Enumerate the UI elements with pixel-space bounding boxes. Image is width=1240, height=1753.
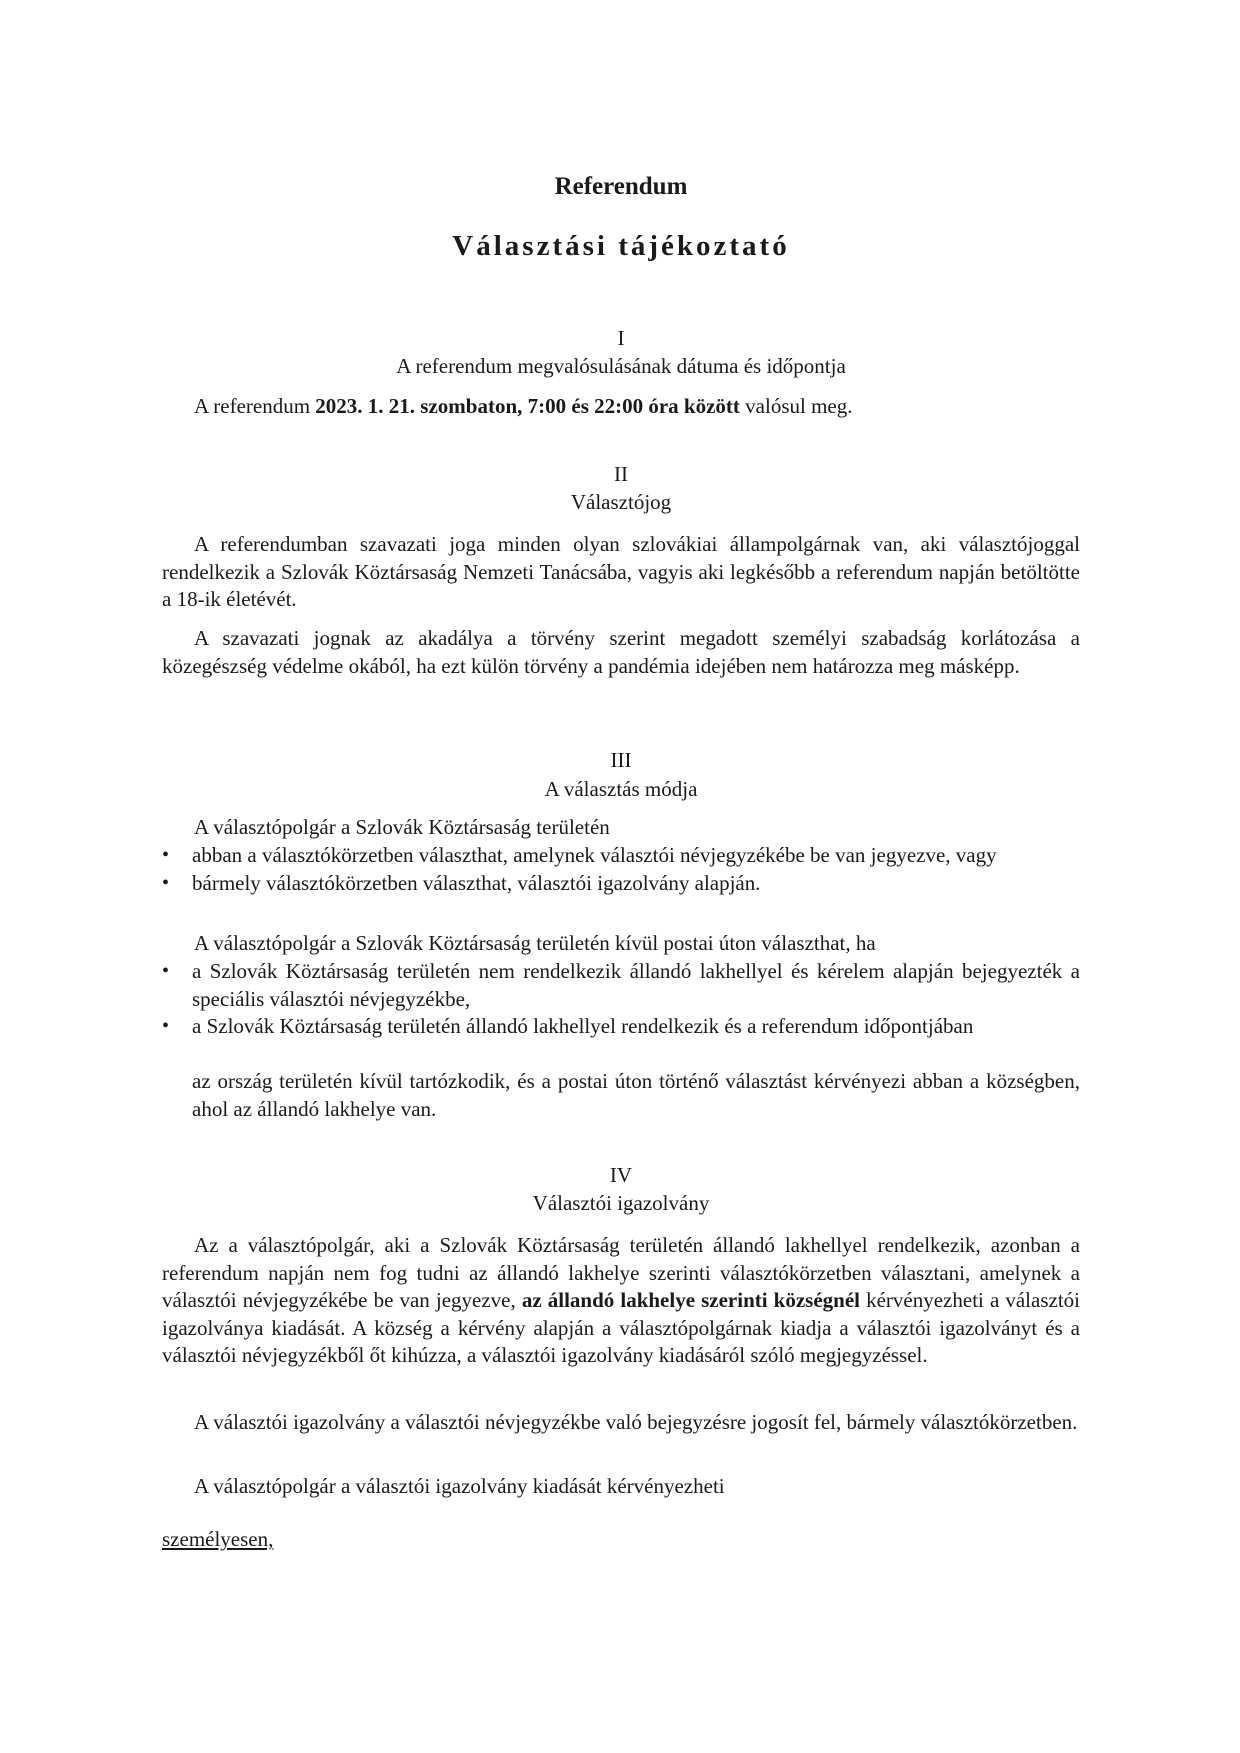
section-4-paragraph-3: A választópolgár a választói igazolvány kiadását kérvényezheti <box>194 1474 725 1498</box>
section-2-paragraph-2: A szavazati jognak az akadálya a törvény szerint megadott személyi szabadság korlátozása a közegészség védelme okából, ha ezt külön törvény a pandémia idejében nem határozza meg másképp. <box>162 626 1080 678</box>
section-4-text-post: kérvényezheti a választói igazolványa kiadását. A község a kérvény alapján a választópolgárnak kiadja a választói igazolványt és a választói névjegyzékből őt kihúzza, a választói igazolvány kiadásáról szóló megjegyzéssel. <box>162 1288 1080 1367</box>
list-item: • abban a választókörzetben választhat, amelynek választói névjegyzékébe be van jegyezve, vagy <box>162 842 1080 870</box>
section-3-continuation: az ország területén kívül tartózkodik, és a postai úton történő választást kérvényezi abban a községben, ahol az állandó lakhelye van. <box>192 1069 1080 1121</box>
list-item: • a Szlovák Köztársaság területén nem rendelkezik állandó lakhellyel és kérelem alapján bejegyezték a speciális választói névjegyzékbe, <box>162 958 1080 1013</box>
section-2-number: II <box>614 462 628 486</box>
document-title: Referendum <box>554 173 688 200</box>
section-3-heading: A választás módja <box>544 777 698 801</box>
section-1-text-pre: A referendum <box>194 394 316 418</box>
section-4-number: IV <box>609 1163 633 1187</box>
section-4-paragraph-2: A választói igazolvány a választói névjegyzékbe való bejegyzésre jogosít fel, bármely választókörzetben. <box>194 1410 1078 1434</box>
section-4-paragraph-1 <box>162 1232 1080 1370</box>
section-3-number: III <box>610 748 632 772</box>
section-1-date-bold: 2023. 1. 21. szombaton, 7:00 és 22:00 óra között <box>315 394 740 418</box>
section-3-bullet-list-2 <box>162 958 1080 1041</box>
list-item: • bármely választókörzetben választhat, választói igazolvány alapján. <box>162 870 1080 898</box>
section-3-intro-2: A választópolgár a Szlovák Köztársaság területén kívül postai úton választhat, ha <box>194 931 876 955</box>
section-4-paragraph-4 <box>162 1526 1080 1554</box>
list-item: • a Szlovák Köztársaság területén állandó lakhellyel rendelkezik és a referendum időpontjában <box>162 1013 1080 1041</box>
section-1-heading: A referendum megvalósulásának dátuma és időpontja <box>396 354 846 378</box>
section-1-number: I <box>617 326 625 350</box>
section-4-text-pre: Az a választópolgár, aki a Szlovák Köztársaság területén állandó lakhellyel rendelkezik, azonban a referendum napján nem fog tudni az állandó lakhelye szerinti választókörzetben választani, amelynek a választói névjegyzékébe be van jegyezve, <box>162 1233 1080 1312</box>
section-4-text-bold: az állandó lakhelye szerinti községnél <box>521 1288 861 1312</box>
section-4-heading: Választói igazolvány <box>532 1191 710 1215</box>
document-subtitle: Választási tájékoztató <box>452 230 790 262</box>
section-3-intro-1: A választópolgár a Szlovák Köztársaság területén <box>194 815 610 839</box>
personally-underlined: személyesen, <box>162 1527 274 1551</box>
section-1-text-post: valósul meg. <box>739 394 853 418</box>
section-2-paragraph-1: A referendumban szavazati joga minden olyan szlovákiai állampolgárnak van, aki választójoggal rendelkezik a Szlovák Köztársaság Nemzeti Tanácsába, vagyis aki legkésőbb a referendum napján betöltötte a 18-ik életévét. <box>162 532 1080 611</box>
section-3-bullet-list-1 <box>162 842 1080 897</box>
section-1-paragraph <box>162 393 1102 421</box>
section-2-heading: Választójog <box>570 490 672 514</box>
